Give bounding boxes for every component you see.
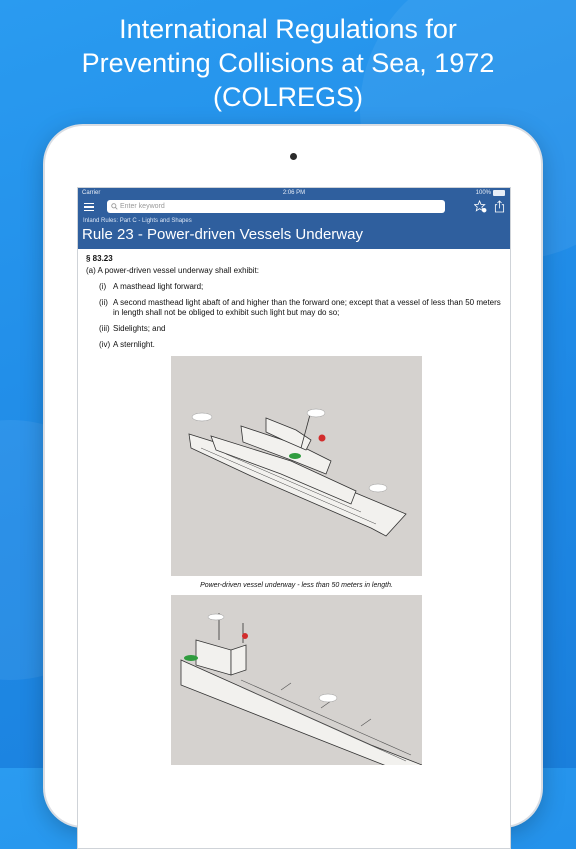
list-item-text: Sidelights; and bbox=[113, 324, 166, 333]
status-bar bbox=[78, 188, 510, 198]
search-icon bbox=[111, 203, 118, 210]
star-add-icon[interactable] bbox=[474, 200, 487, 213]
battery-percent: 100% bbox=[475, 190, 491, 196]
clock-label: 2:06 PM bbox=[282, 190, 306, 196]
list-item-number: (i) bbox=[99, 282, 107, 291]
headline-line-1: International Regulations for bbox=[119, 14, 457, 44]
search-placeholder: Enter keyword bbox=[120, 203, 165, 210]
rule-header bbox=[78, 216, 510, 249]
carrier-label: Carrier bbox=[82, 190, 101, 196]
list-item bbox=[86, 324, 502, 334]
camera-icon bbox=[290, 153, 297, 160]
toolbar bbox=[78, 198, 510, 216]
section-number: § 83.23 bbox=[86, 254, 113, 263]
yacht-illustration bbox=[171, 356, 422, 576]
promo-headline bbox=[0, 12, 576, 114]
intro-paragraph: (a) A power-driven vessel underway shall exhibit: bbox=[86, 266, 259, 275]
tanker-illustration bbox=[171, 595, 422, 765]
list-item-text: A masthead light forward; bbox=[113, 282, 204, 291]
app-screen bbox=[77, 187, 511, 849]
list-item-number: (ii) bbox=[99, 298, 108, 307]
list-item-text: A second masthead light abaft of and higher than the forward one; except that a vessel of less than 50 meters in length shall not be obliged to exhibit such light but may do so; bbox=[113, 298, 501, 317]
list-item-number: (iv) bbox=[99, 340, 111, 349]
share-icon[interactable] bbox=[494, 200, 505, 213]
battery-icon bbox=[493, 190, 505, 196]
list-item bbox=[86, 340, 502, 350]
page-title: Rule 23 - Power-driven Vessels Underway bbox=[82, 226, 363, 243]
list-item-text: A sternlight. bbox=[113, 340, 155, 349]
breadcrumb[interactable]: Inland Rules: Part C - Lights and Shapes bbox=[83, 218, 192, 224]
headline-line-2: Preventing Collisions at Sea, 1972 bbox=[81, 48, 495, 78]
list-item bbox=[86, 298, 502, 318]
search-input[interactable] bbox=[107, 200, 445, 213]
ipad-device-frame bbox=[45, 126, 541, 826]
figure-caption: Power-driven vessel underway - less than 50 meters in length. bbox=[200, 582, 393, 589]
battery-indicator bbox=[476, 188, 505, 198]
list-item-number: (iii) bbox=[99, 324, 110, 333]
list-item bbox=[86, 282, 502, 292]
headline-line-3: (COLREGS) bbox=[212, 82, 364, 112]
hamburger-menu-icon[interactable] bbox=[84, 203, 94, 211]
rule-content bbox=[78, 249, 510, 770]
